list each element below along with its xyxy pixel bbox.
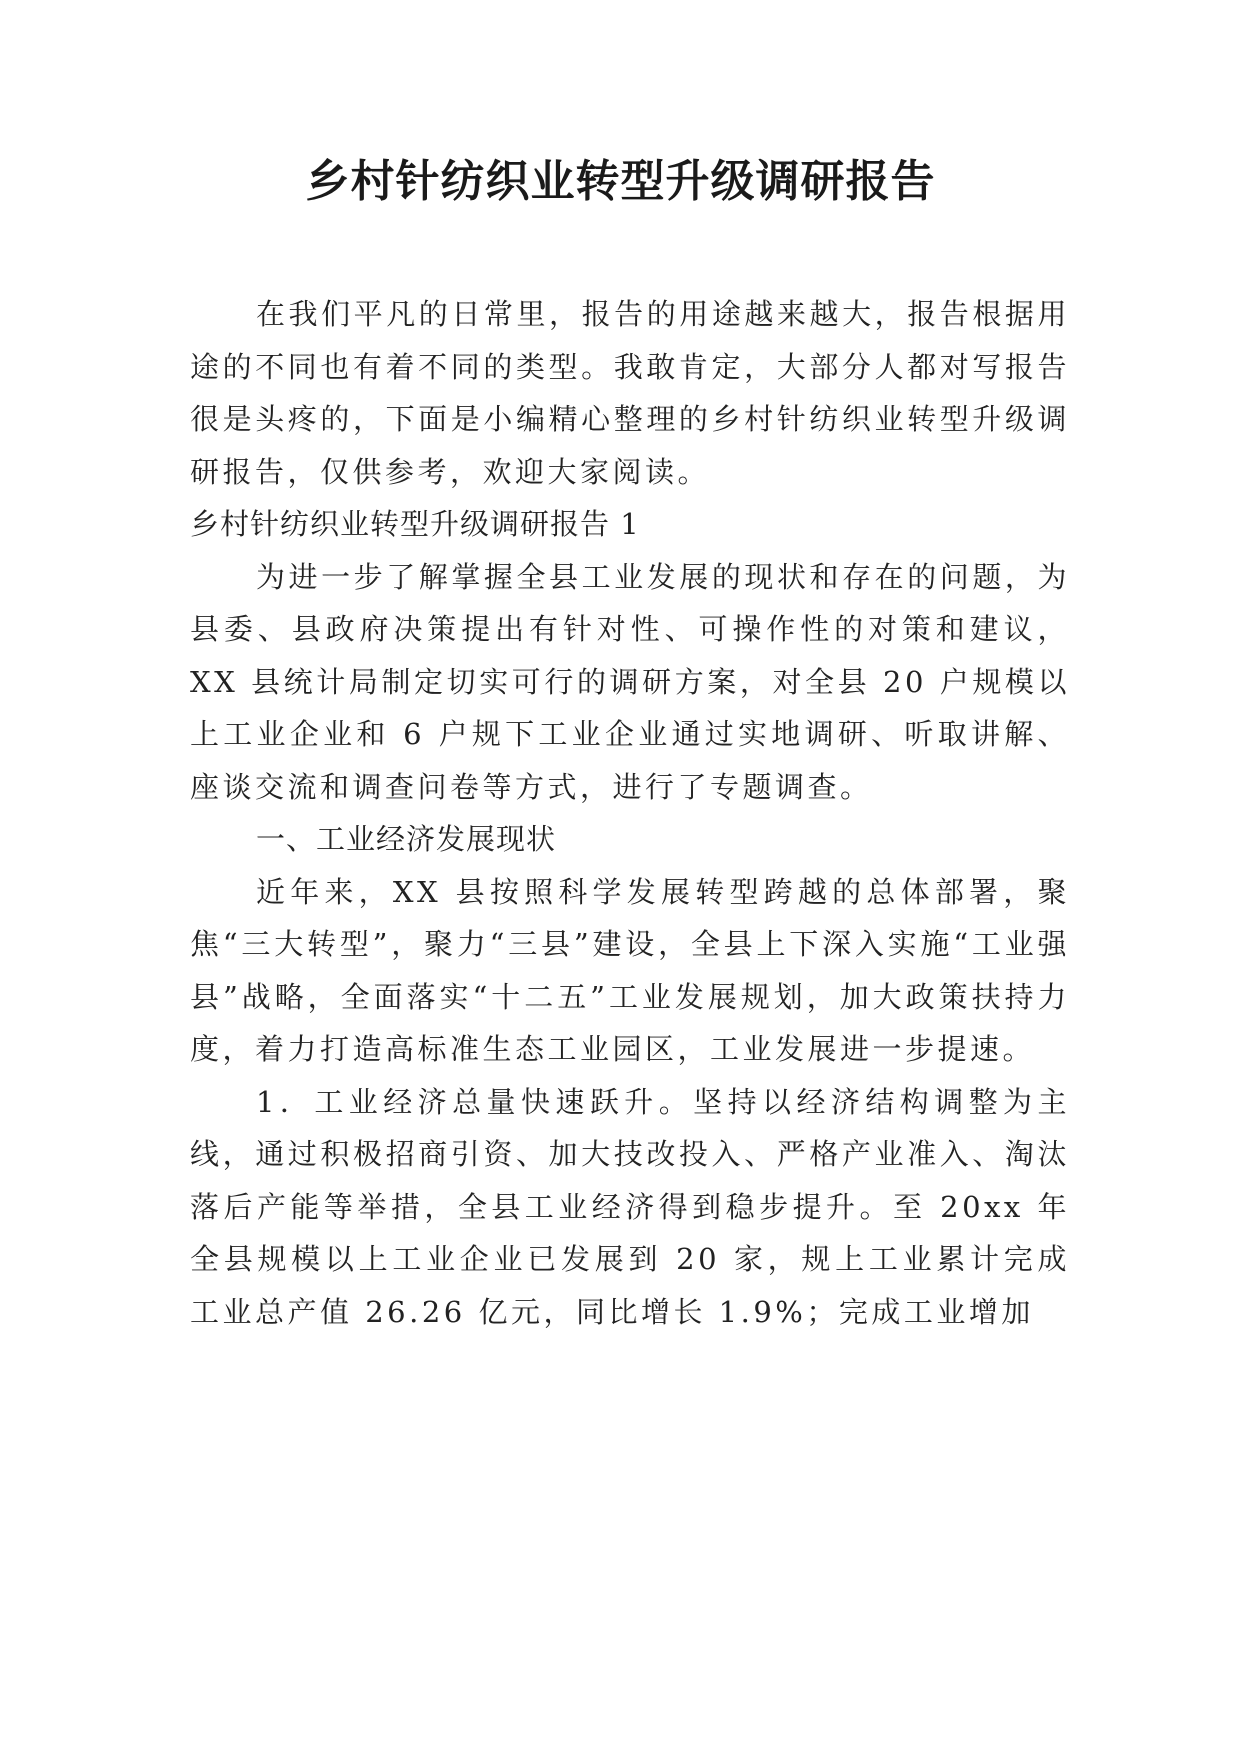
intro-paragraph: 在我们平凡的日常里，报告的用途越来越大，报告根据用途的不同也有着不同的类型。我敢肯定，大部分人都对写报告很是头疼的，下面是小编精心整理的乡村针纺织业转型升级调研报告，仅供参考，欢迎大家阅读。 bbox=[190, 297, 1070, 489]
section-title: 乡村针纺织业转型升级调研报告 1 bbox=[190, 507, 640, 541]
body-paragraph-3: 1．工业经济总量快速跃升。坚持以经济结构调整为主线，通过积极招商引资、加大技改投入、严格产业准入、淘汰落后产能等举措，全县工业经济得到稳步提升。至 20xx 年全县规模以上工业企业已发展到 20 家，规上工业累计完成工业总产值 26.26 亿元，同比增长 1.9%；完成工业增加 bbox=[190, 1084, 1070, 1329]
subheading-1: 一、工业经济发展现状 bbox=[256, 822, 557, 856]
document-body bbox=[190, 288, 1070, 1338]
document-title: 乡村针纺织业转型升级调研报告 bbox=[305, 156, 936, 207]
body-paragraph-1: 为进一步了解掌握全县工业发展的现状和存在的问题，为县委、县政府决策提出有针对性、可操作性的对策和建议，XX 县统计局制定切实可行的调研方案，对全县 20 户规模以上工业企业和 6 户规下工业企业通过实地调研、听取讲解、座谈交流和调查问卷等方式，进行了专题调查。 bbox=[190, 559, 1070, 804]
body-paragraph-2: 近年来，XX 县按照科学发展转型跨越的总体部署，聚焦“三大转型”，聚力“三县”建设，全县上下深入实施“工业强县”战略，全面落实“十二五”工业发展规划，加大政策扶持力度，着力打造高标准生态工业园区，工业发展进一步提速。 bbox=[190, 874, 1070, 1066]
